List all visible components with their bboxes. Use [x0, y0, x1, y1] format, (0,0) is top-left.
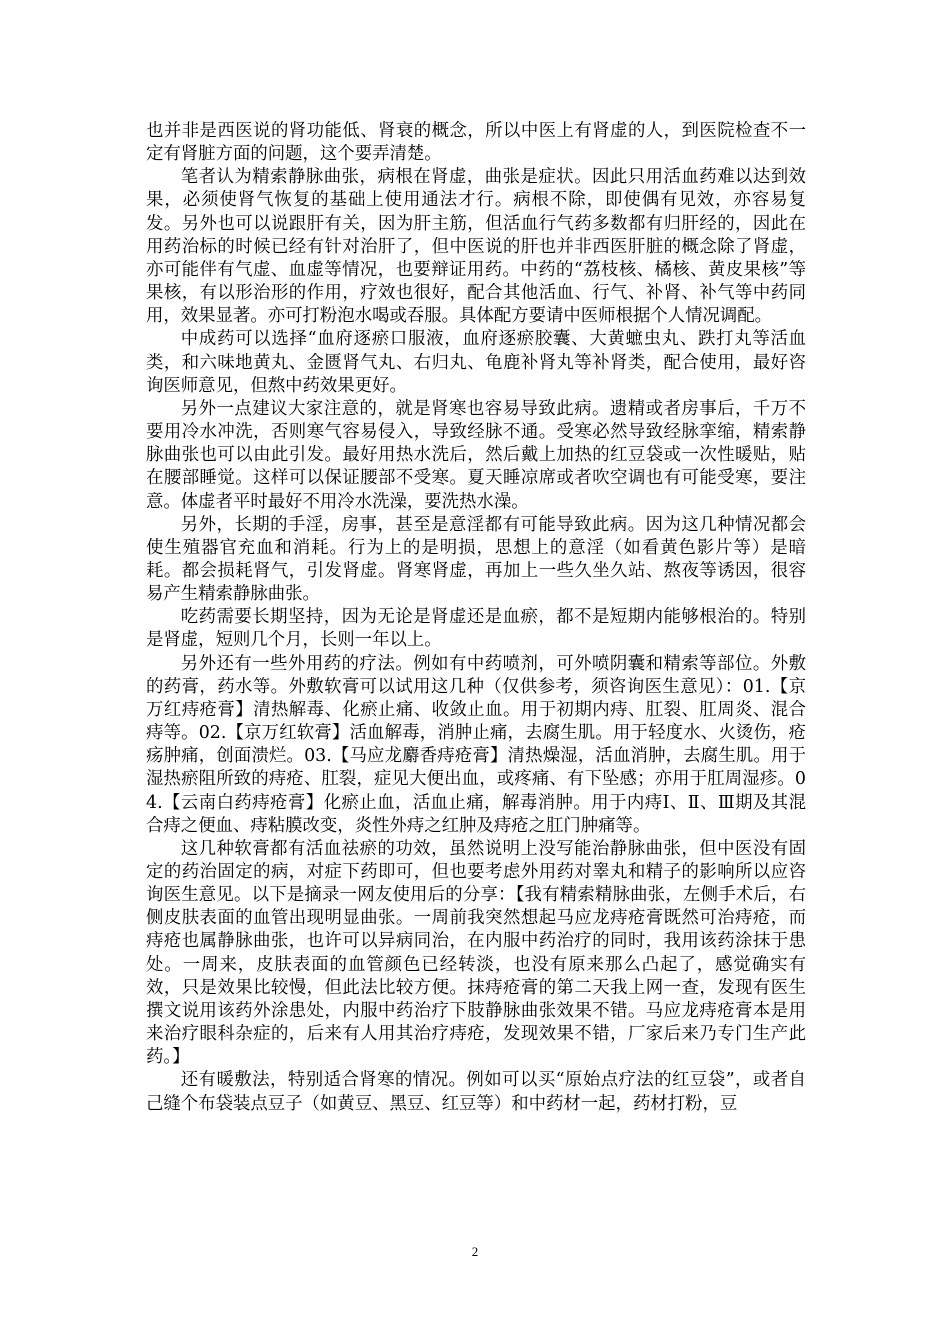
paragraph-1: 也并非是西医说的肾功能低、肾衰的概念，所以中医上有肾虚的人，到医院检查不一定有肾脏方面的问题，这个要弄清楚。: [146, 121, 806, 165]
paragraph-4: 另外一点建议大家注意的，就是肾寒也容易导致此病。遗精或者房事后，千万不要用冷水冲洗，否则寒气容易侵入，导致经脉不通。受寒必然导致经脉挛缩，精索静脉曲张也可以由此引发。最好用热水洗后，然后戴上加热的红豆袋或一次性暖贴，贴在腰部睡觉。这样可以保证腰部不受寒。夏天睡凉席或者吹空调也有可能受寒，要注意。体虚者平时最好不用冷水洗澡，要洗热水澡。: [146, 398, 806, 512]
body-text: [146, 120, 806, 1116]
paragraph-7: 另外还有一些外用药的疗法。例如有中药喷剂，可外喷阴囊和精索等部位。外敷的药膏，药水等。外敷软膏可以试用这几种（仅供参考，须咨询医生意见）：01.【京万红痔疮膏】清热解毒、化瘀止痛、收敛止血。用于初期内痔、肛裂、肛周炎、混合痔等。02.【京万红软膏】活血解毒，消肿止痛，去腐生肌。用于轻度水、火烫伤，疮疡肿痛，创面溃烂。03.【马应龙麝香痔疮膏】清热燥湿，活血消肿，去腐生肌。用于湿热瘀阻所致的痔疮、肛裂，症见大便出血，或疼痛、有下坠感；亦用于肛周湿疹。04.【云南白药痔疮膏】化瘀止血，活血止痛，解毒消肿。用于内痔Ⅰ、Ⅱ、Ⅲ期及其混合痔之便血、痔粘膜改变，炎性外痔之红肿及痔疮之肛门肿痛等。: [146, 653, 806, 836]
paragraph-8: 这几种软膏都有活血祛瘀的功效，虽然说明上没写能治静脉曲张，但中医没有固定的药治固定的病，对症下药即可，但也要考虑外用药对睾丸和精子的影响所以应咨询医生意见。以下是摘录一网友使用后的分享：【我有精索精脉曲张，左侧手术后，右侧皮肤表面的血管出现明显曲张。一周前我突然想起马应龙痔疮膏既然可治痔疮，而痔疮也属静脉曲张，也许可以异病同治，在内服中药治疗的同时，我用该药涂抹于患处。一周来，皮肤表面的血管颜色已经转淡，也没有原来那么凸起了，感觉确实有效，只是效果比较慢，但此法比较方便。抹痔疮膏的第二天我上网一查，发现有医生撰文说用该药外涂患处，内服中药治疗下肢静脉曲张效果不错。马应龙痔疮膏本是用来治疗眼科杂症的，后来有人用其治疗痔疮，发现效果不错，厂家后来乃专门生产此药。】: [146, 838, 806, 1068]
paragraph-2: 笔者认为精索静脉曲张，病根在肾虚，曲张是症状。因此只用活血药难以达到效果，必须使肾气恢复的基础上使用通法才行。病根不除，即使偶有见效，亦容易复发。另外也可以说跟肝有关，因为肝主筋，但活血行气药多数都有归肝经的，因此在用药治标的时候已经有针对治肝了，但中医说的肝也并非西医肝脏的概念除了肾虚，亦可能伴有气虚、血虚等情况，也要辩证用药。中药的“荔枝核、橘核、黄皮果核”等果核，有以形治形的作用，疗效也很好，配合其他活血、行气、补肾、补气等中药同用，效果显著。亦可打粉泡水喝或吞服。具体配方要请中医师根据个人情况调配。: [146, 167, 806, 327]
page-number: 2: [471, 1244, 479, 1259]
paragraph-6: 吃药需要长期坚持，因为无论是肾虚还是血瘀，都不是短期内能够根治的。特别是肾虚，短则几个月，长则一年以上。: [146, 607, 806, 651]
paragraph-5: 另外，长期的手淫，房事，甚至是意淫都有可能导致此病。因为这几种情况都会使生殖器官充血和消耗。行为上的是明损，思想上的意淫（如看黄色影片等）是暗耗。都会损耗肾气，引发肾虚。肾寒肾虚，再加上一些久坐久站、熬夜等诱因，很容易产生精索静脉曲张。: [146, 514, 806, 605]
paragraph-9: 还有暖敷法，特别适合肾寒的情况。例如可以买“原始点疗法的红豆袋”，或者自己缝个布袋装点豆子（如黄豆、黑豆、红豆等）和中药材一起，药材打粉，豆: [146, 1070, 806, 1114]
paragraph-3: 中成药可以选择“血府逐瘀口服液，血府逐瘀胶囊、大黄蟅虫丸、跌打丸等活血类，和六味地黄丸、金匮肾气丸、右归丸、龟鹿补肾丸等补肾类，配合使用，最好咨询医师意见，但熬中药效果更好。: [146, 329, 806, 396]
